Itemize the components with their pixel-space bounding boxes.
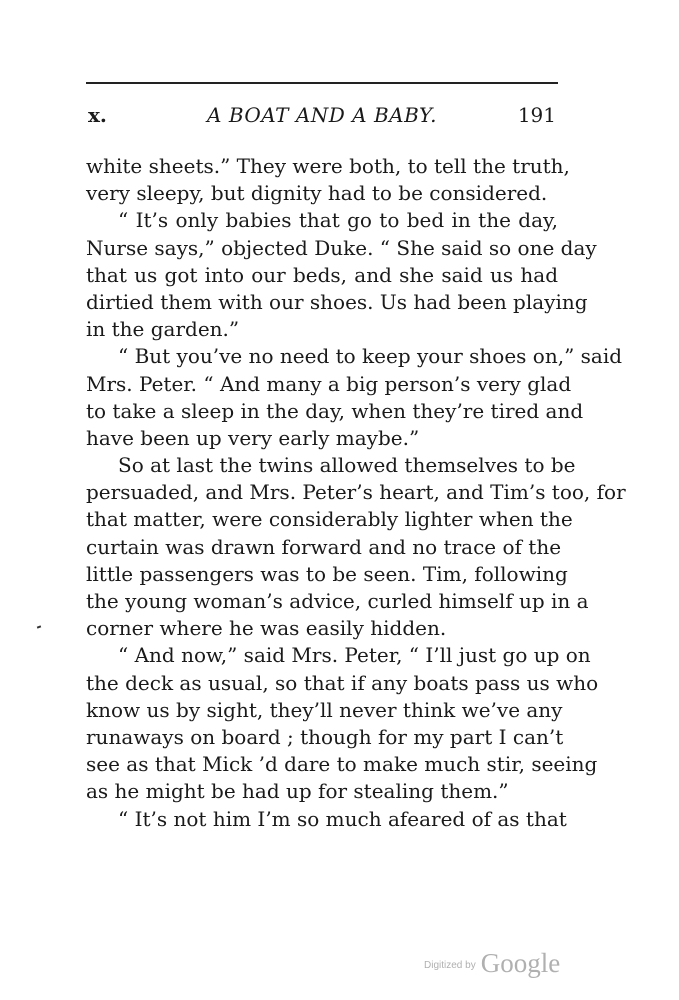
google-logo: Google (480, 948, 561, 978)
running-title: A BOAT AND A BABY. (207, 103, 437, 127)
digitized-watermark (424, 948, 560, 978)
margin-speck (37, 625, 41, 628)
text-line: Mrs. Peter. “ And many a big person’s very glad (86, 371, 572, 396)
text-line: “ It’s only babies that go to bed in the day, (118, 208, 558, 233)
text-line: corner where he was easily hidden. (86, 616, 447, 641)
text-line: dirtied them with our shoes. Us had been playing (86, 289, 588, 314)
text-line: to take a sleep in the day, when they’re tired and (86, 398, 584, 423)
text-line: little passengers was to be seen. Tim, following (86, 561, 568, 586)
text-line: persuaded, and Mrs. Peter’s heart, and Tim’s too, for (86, 480, 626, 505)
text-line: see as that Mick ’d dare to make much stir, seeing (86, 752, 598, 777)
text-line: “ But you’ve no need to keep your shoes on,” said (118, 344, 623, 369)
running-header (86, 101, 558, 129)
page-number: 191 (517, 103, 556, 127)
text-line: “ And now,” said Mrs. Peter, “ I’ll just go up on (118, 643, 591, 668)
body-text (86, 153, 626, 833)
text-line: in the garden.” (86, 317, 240, 342)
text-line: runaways on board ; though for my part I can’t (86, 724, 564, 749)
text-line: curtain was drawn forward and no trace of the (86, 534, 562, 559)
text-line: the deck as usual, so that if any boats pass us who (86, 670, 599, 695)
text-line: have been up very early maybe.” (86, 425, 420, 450)
text-line: “ It’s not him I’m so much afeared of as that (118, 806, 567, 831)
text-line: Nurse says,” objected Duke. “ She said so one day (86, 235, 597, 260)
digitized-by-label: Digitized by (424, 960, 476, 971)
header-rule (86, 82, 558, 84)
text-line: So at last the twins allowed themselves to be (118, 453, 576, 478)
text-line: that matter, were considerably lighter when the (86, 507, 573, 532)
text-line: the young woman’s advice, curled himself up in a (86, 589, 589, 613)
chapter-number: x. (88, 103, 107, 127)
text-line: as he might be had up for stealing them.” (86, 779, 509, 804)
text-line: know us by sight, they’ll never think we’ve any (86, 697, 563, 722)
text-line: very sleepy, but dignity had to be considered. (86, 181, 548, 206)
text-line: white sheets.” They were both, to tell the truth, (86, 154, 570, 178)
text-line: that us got into our beds, and she said us had (86, 262, 558, 287)
